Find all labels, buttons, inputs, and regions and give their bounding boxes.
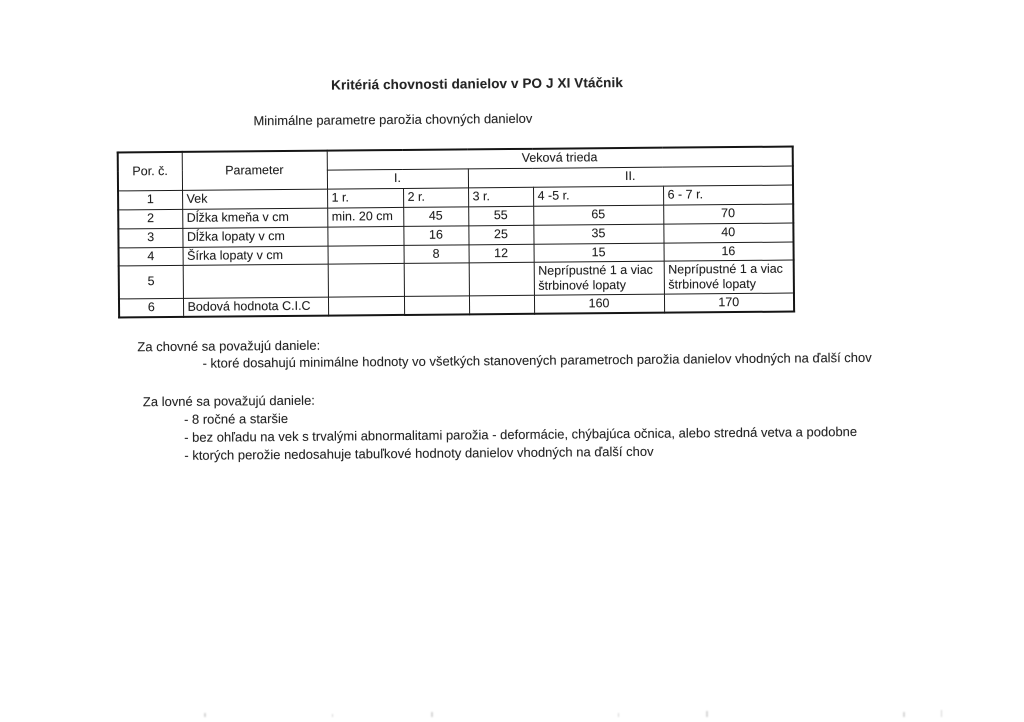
note-lovne-bullet: - 8 ročné a staršie bbox=[183, 410, 289, 427]
scan-noise bbox=[706, 711, 708, 717]
note-chovne-bullet: - ktoré dosahujú minimálne hodnoty vo všetkých stanovených parametroch parožia danielov vhodných na ďalší chov bbox=[202, 349, 872, 371]
cell: min. 20 cm bbox=[327, 207, 403, 227]
cell: 6 - 7 r. bbox=[663, 185, 793, 205]
cell: 12 bbox=[469, 244, 534, 263]
cell: 160 bbox=[534, 294, 664, 314]
note-chovne-heading: Za chovné sa považujú daniele: bbox=[137, 337, 321, 355]
header-parameter: Parameter bbox=[182, 151, 327, 190]
header-class-1: I. bbox=[327, 168, 468, 188]
scan-noise bbox=[903, 712, 905, 717]
cell bbox=[469, 262, 534, 296]
cell: 35 bbox=[533, 224, 663, 244]
note-lovne-bullet: - bez ohľadu na vek s trvalými abnormalitami parožia - deformácie, chýbajúca očnica, alebo stredná vetva a podobne bbox=[184, 423, 858, 445]
note-lovne-bullet: - ktorých perožie nedosahuje tabuľkové hodnoty danielov vhodných na ďalší chov bbox=[184, 443, 654, 463]
cell: 3 r. bbox=[468, 187, 533, 207]
scan-noise bbox=[431, 712, 433, 717]
row-parameter: Dĺžka lopaty v cm bbox=[182, 227, 327, 247]
row-num: 2 bbox=[118, 209, 182, 229]
header-serial: Por. č. bbox=[118, 152, 182, 191]
cell: Neprípustné 1 a viac štrbinové lopaty bbox=[664, 260, 794, 294]
cell: 65 bbox=[533, 205, 663, 225]
cell bbox=[328, 263, 404, 297]
cell: 2 r. bbox=[403, 187, 468, 207]
cell: 55 bbox=[468, 206, 533, 226]
cell: Neprípustné 1 a viac štrbinové lopaty bbox=[534, 261, 664, 295]
cell bbox=[328, 296, 404, 316]
row-parameter: Vek bbox=[182, 189, 327, 209]
cell: 45 bbox=[403, 206, 468, 226]
cell bbox=[469, 295, 534, 315]
row-num: 5 bbox=[119, 265, 183, 299]
cell: 15 bbox=[534, 243, 664, 262]
note-lovne-heading: Za lovné sa považujú daniele: bbox=[142, 392, 315, 410]
cell: 70 bbox=[663, 204, 793, 224]
page-title: Kritériá chovnosti danielov v PO J XI Vtáčnik bbox=[331, 75, 624, 93]
cell: 170 bbox=[664, 293, 794, 313]
header-class-2: II. bbox=[468, 166, 793, 188]
cell bbox=[404, 295, 469, 315]
scan-noise bbox=[204, 713, 206, 717]
scan-noise bbox=[941, 710, 942, 717]
header-age-class: Veková trieda bbox=[327, 147, 793, 170]
cell: 25 bbox=[468, 225, 533, 245]
row-num: 1 bbox=[118, 190, 182, 210]
row-num: 4 bbox=[119, 247, 183, 266]
row-parameter: Bodová hodnota C.I.C bbox=[183, 297, 328, 317]
cell: 1 r. bbox=[327, 188, 403, 208]
cell: 8 bbox=[404, 244, 469, 263]
cell: 16 bbox=[664, 242, 794, 261]
page-subtitle: Minimálne parametre parožia chovných danielov bbox=[253, 110, 533, 129]
row-parameter bbox=[183, 264, 328, 298]
scan-noise bbox=[332, 714, 333, 717]
cell: 16 bbox=[403, 225, 468, 245]
row-num: 3 bbox=[118, 228, 182, 248]
cell bbox=[327, 226, 403, 246]
cell: 4 -5 r. bbox=[533, 186, 663, 206]
criteria-table bbox=[117, 146, 795, 319]
cell: 40 bbox=[663, 223, 793, 243]
cell bbox=[328, 245, 404, 264]
scan-noise bbox=[618, 713, 619, 717]
row-parameter: Dĺžka kmeňa v cm bbox=[182, 208, 327, 228]
row-num: 6 bbox=[119, 298, 183, 318]
cell bbox=[404, 262, 469, 296]
row-parameter: Šírka lopaty v cm bbox=[183, 246, 328, 265]
